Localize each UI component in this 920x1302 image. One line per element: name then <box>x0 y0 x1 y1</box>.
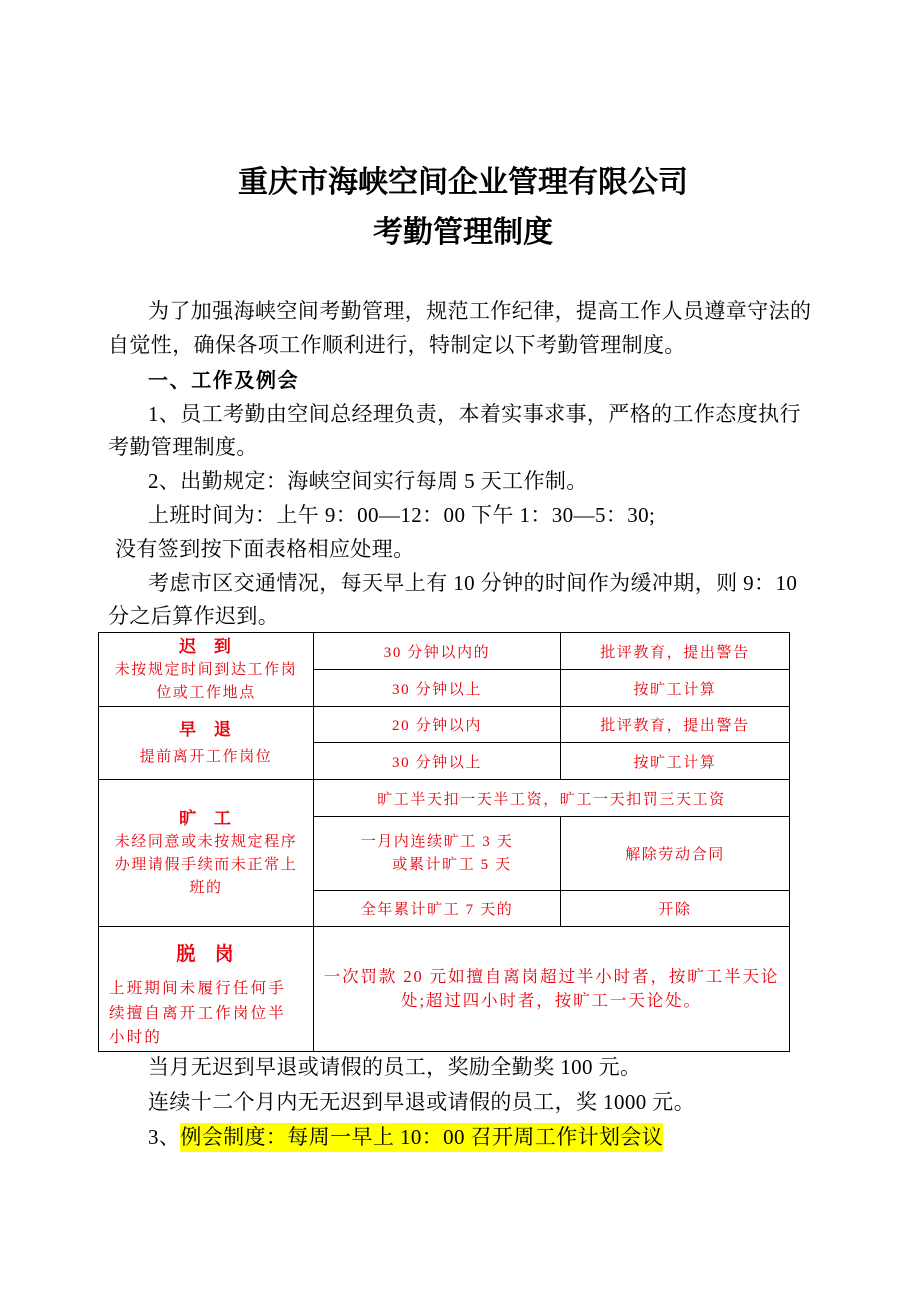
section-heading: 一、工作及例会 <box>148 368 300 392</box>
absence-title: 旷 工 <box>179 808 233 829</box>
absence-summary-cell: 旷工半天扣一天半工资，旷工一天扣罚三天工资 <box>314 780 790 817</box>
early-leave-category-cell <box>99 707 314 780</box>
absence-category-cell <box>99 780 314 927</box>
no-sign-in-line: 没有签到按下面表格相应处理。 <box>115 537 415 561</box>
late-condition-cell: 30 分钟以上 <box>314 670 561 707</box>
rule1-line-1: 1、员工考勤由空间总经理负责，本着实事求事，严格的工作态度执行 <box>148 402 801 426</box>
document-subtitle: 考勤管理制度 <box>373 215 553 250</box>
late-penalty-cell: 按旷工计算 <box>561 670 790 707</box>
early-leave-condition-cell: 20 分钟以内 <box>314 707 561 743</box>
intro-line-2: 自觉性，确保各项工作顺利进行，特制定以下考勤管理制度。 <box>108 333 686 357</box>
off-post-desc-line: 续擅自离开工作岗位半 <box>109 1004 287 1022</box>
absence-condition-line: 或累计旷工 5 天 <box>392 856 512 873</box>
off-post-title: 脱 岗 <box>176 943 236 965</box>
off-post-desc-line: 小时的 <box>109 1029 163 1046</box>
absence-desc-line: 未经同意或未按规定程序 <box>114 833 298 850</box>
rule1-line-2: 考勤管理制度。 <box>108 435 258 459</box>
reward-line-1: 当月无迟到早退或请假的员工，奖励全勤奖 100 元。 <box>148 1055 642 1079</box>
absence-desc-line: 办理请假手续而未正常上 <box>114 856 298 873</box>
absence-penalty-cell: 开除 <box>561 891 790 927</box>
grace-period-line-2: 分之后算作迟到。 <box>108 604 280 628</box>
meeting-rule-line <box>148 1122 663 1152</box>
table-row <box>99 633 790 670</box>
work-hours-line: 上班时间为：上午 9：00—12：00 下午 1：30—5：30; <box>148 503 656 527</box>
attendance-penalty-table <box>98 632 790 1052</box>
off-post-category-cell <box>99 927 314 1052</box>
off-post-penalty-line: 处;超过四小时者，按旷工一天论处。 <box>401 990 702 1010</box>
reward-line-2: 连续十二个月内无无迟到早退或请假的员工，奖 1000 元。 <box>148 1090 696 1114</box>
late-condition-cell: 30 分钟以内的 <box>314 633 561 670</box>
off-post-penalty-line: 一次罚款 20 元如擅自离岗超过半小时者，按旷工半天论 <box>323 966 780 986</box>
table-row <box>99 927 790 1052</box>
late-category-cell <box>99 633 314 707</box>
meeting-rule-highlight: 例会制度：每周一早上 10：00 召开周工作计划会议 <box>180 1123 663 1152</box>
off-post-penalty-cell <box>314 927 790 1052</box>
off-post-desc-line: 上班期间未履行任何手 <box>109 980 287 997</box>
meeting-rule-number: 3、 <box>148 1125 181 1149</box>
absence-condition-line: 一月内连续旷工 3 天 <box>360 833 514 850</box>
absence-condition-cell: 全年累计旷工 7 天的 <box>314 891 561 927</box>
document-title: 重庆市海峡空间企业管理有限公司 <box>238 165 688 200</box>
table-row <box>99 707 790 743</box>
late-penalty-cell: 批评教育，提出警告 <box>561 633 790 670</box>
table-row <box>99 780 790 817</box>
early-leave-penalty-cell: 按旷工计算 <box>561 743 790 780</box>
absence-penalty-cell: 解除劳动合同 <box>561 817 790 891</box>
rule2-line: 2、出勤规定：海峡空间实行每周 5 天工作制。 <box>148 469 588 493</box>
early-leave-penalty-cell: 批评教育，提出警告 <box>561 707 790 743</box>
early-leave-desc-line: 提前离开工作岗位 <box>139 748 273 765</box>
late-desc-line: 位或工作地点 <box>156 684 256 701</box>
absence-desc-line: 班的 <box>189 879 223 896</box>
early-leave-title: 早 退 <box>179 719 233 740</box>
late-desc-line: 未按规定时间到达工作岗 <box>114 661 298 678</box>
early-leave-condition-cell: 30 分钟以上 <box>314 743 561 780</box>
absence-condition-cell <box>314 817 561 891</box>
intro-line-1: 为了加强海峡空间考勤管理，规范工作纪律，提高工作人员遵章守法的 <box>148 299 812 323</box>
late-title: 迟 到 <box>179 636 233 657</box>
grace-period-line-1: 考虑市区交通情况，每天早上有 10 分钟的时间作为缓冲期，则 9：10 <box>148 571 798 595</box>
